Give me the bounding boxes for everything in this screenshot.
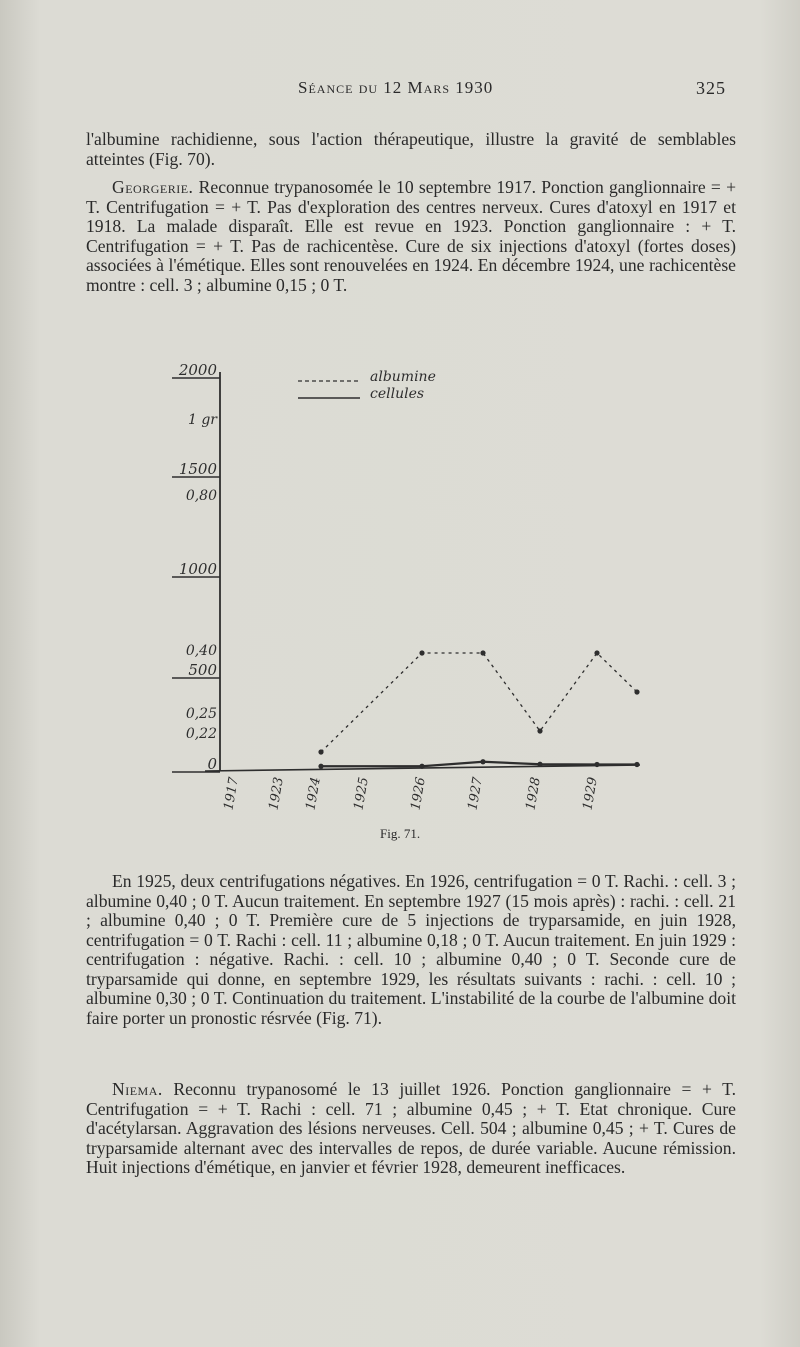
cells-axis-label: 0 xyxy=(207,755,217,773)
paragraph-intro xyxy=(86,130,736,169)
case-name-georgerie: Georgerie. xyxy=(112,177,194,197)
paragraph-georgerie-text: Reconnue trypanosomée le 10 septembre 1917. Ponction ganglionnaire = + T. Centrifugation = + T. Pas d'exploration des centres nerveux. Cures d'atoxyl en 1917 et 1918. La malade disparaît. Elle est revue en 1923. Ponction ganglionnaire : + T. Centrifugation = + T. Pas de rachicentèse. Cure de six injections d'atoxyl (fortes doses) associées à l'émétique. Elles sont renouvelées en 1924. En décembre 1924, une rachicentèse montre : cell. 3 ; albumine 0,15 ; 0 T. xyxy=(86,177,736,295)
cells-axis-label: 2000 xyxy=(178,361,217,379)
x-tick-label: 1926 xyxy=(408,776,429,812)
x-tick-label: 1927 xyxy=(465,776,486,812)
x-tick-label: 1925 xyxy=(351,776,372,812)
page-number: 325 xyxy=(696,78,726,98)
paragraph-niema xyxy=(86,1080,736,1178)
legend-cellules-label: cellules xyxy=(370,386,425,402)
albumine-axis-label: 0,80 xyxy=(185,488,217,504)
data-point-cellules xyxy=(634,762,639,767)
data-point-albumine xyxy=(419,650,424,655)
figure-71 xyxy=(0,350,800,850)
x-tick-label: 1917 xyxy=(221,776,242,812)
data-point-cellules xyxy=(318,764,323,769)
cells-axis-label: 1500 xyxy=(178,460,217,478)
data-point-cellules xyxy=(419,764,424,769)
case-name-niema: Niema. xyxy=(112,1079,163,1099)
chart-svg xyxy=(0,350,800,850)
paragraph-1925-text: En 1925, deux centrifugations négatives. En 1926, centrifugation = 0 T. Rachi. : cell. 3 ; albumine 0,40 ; 0 T. Aucun traitement. En septembre 1927 (15 mois après) : rachi. : cell. 21 ; albumine 0,40 ; 0 T. Première cure de 5 injections de tryparsamide, en juin 1928, centrifugation = 0 T. Rachi : cell. 11 ; albumine 0,18 ; 0 T. Aucun traitement. En juin 1929 : centrifugation : négative. Rachi. : cell. 10 ; albumine 0,40 ; 0 T. Seconde cure de tryparsamide qui donne, en septembre 1929, les résultats suivants : rachi. : cell. 10 ; albumine 0,30 ; 0 T. Continuation du traitement. L'instabilité de la courbe de l'albumine doit faire porter un pronostic résrvée (Fig. 71). xyxy=(86,871,736,1028)
albumine-axis-label: 0,22 xyxy=(185,726,217,742)
albumine-axis-label: 0,40 xyxy=(185,643,217,659)
albumine-axis-label: 0,25 xyxy=(185,706,217,722)
paragraph-georgerie xyxy=(86,178,736,295)
data-point-albumine xyxy=(318,749,323,754)
figure-caption: Fig. 71. xyxy=(380,826,421,841)
data-point-albumine xyxy=(594,650,599,655)
running-header xyxy=(0,78,800,102)
cells-axis-label: 500 xyxy=(188,661,217,679)
header-title: Séance du 12 Mars 1930 xyxy=(298,78,494,97)
data-point-cellules xyxy=(537,762,542,767)
paragraph-1925 xyxy=(86,872,736,1028)
data-point-albumine xyxy=(634,689,639,694)
x-tick-label: 1923 xyxy=(266,776,287,812)
data-point-cellules xyxy=(594,762,599,767)
x-tick-label: 1929 xyxy=(580,776,601,812)
x-tick-label: 1928 xyxy=(523,776,544,812)
cells-axis-label: 1000 xyxy=(178,560,217,578)
paragraph-niema-text: Reconnu trypanosomé le 13 juillet 1926. Ponction ganglionnaire = + T. Centrifugation = + T. Rachi : cell. 71 ; albumine 0,45 ; + T. Etat chronique. Cure d'acétylarsan. Aggravation des lésions nerveuses. Cell. 504 ; albumine 0,45 ; + T. Cures de tryparsamide alternant avec des intervalles de repos, de durée variable. Aucune rémission. Huit injections d'émétique, en janvier et février 1928, demeurent inefficaces. xyxy=(86,1079,736,1177)
legend-albumine-label: albumine xyxy=(370,369,436,385)
series-line-albumine xyxy=(321,653,637,752)
x-tick-label: 1924 xyxy=(303,776,324,812)
albumine-axis-label: 1 gr xyxy=(187,412,217,428)
data-point-albumine xyxy=(537,728,542,733)
data-point-cellules xyxy=(480,759,485,764)
data-point-albumine xyxy=(480,650,485,655)
paragraph-intro-text: l'albumine rachidienne, sous l'action thérapeutique, illustre la gravité de semblables atteintes (Fig. 70). xyxy=(86,129,736,169)
